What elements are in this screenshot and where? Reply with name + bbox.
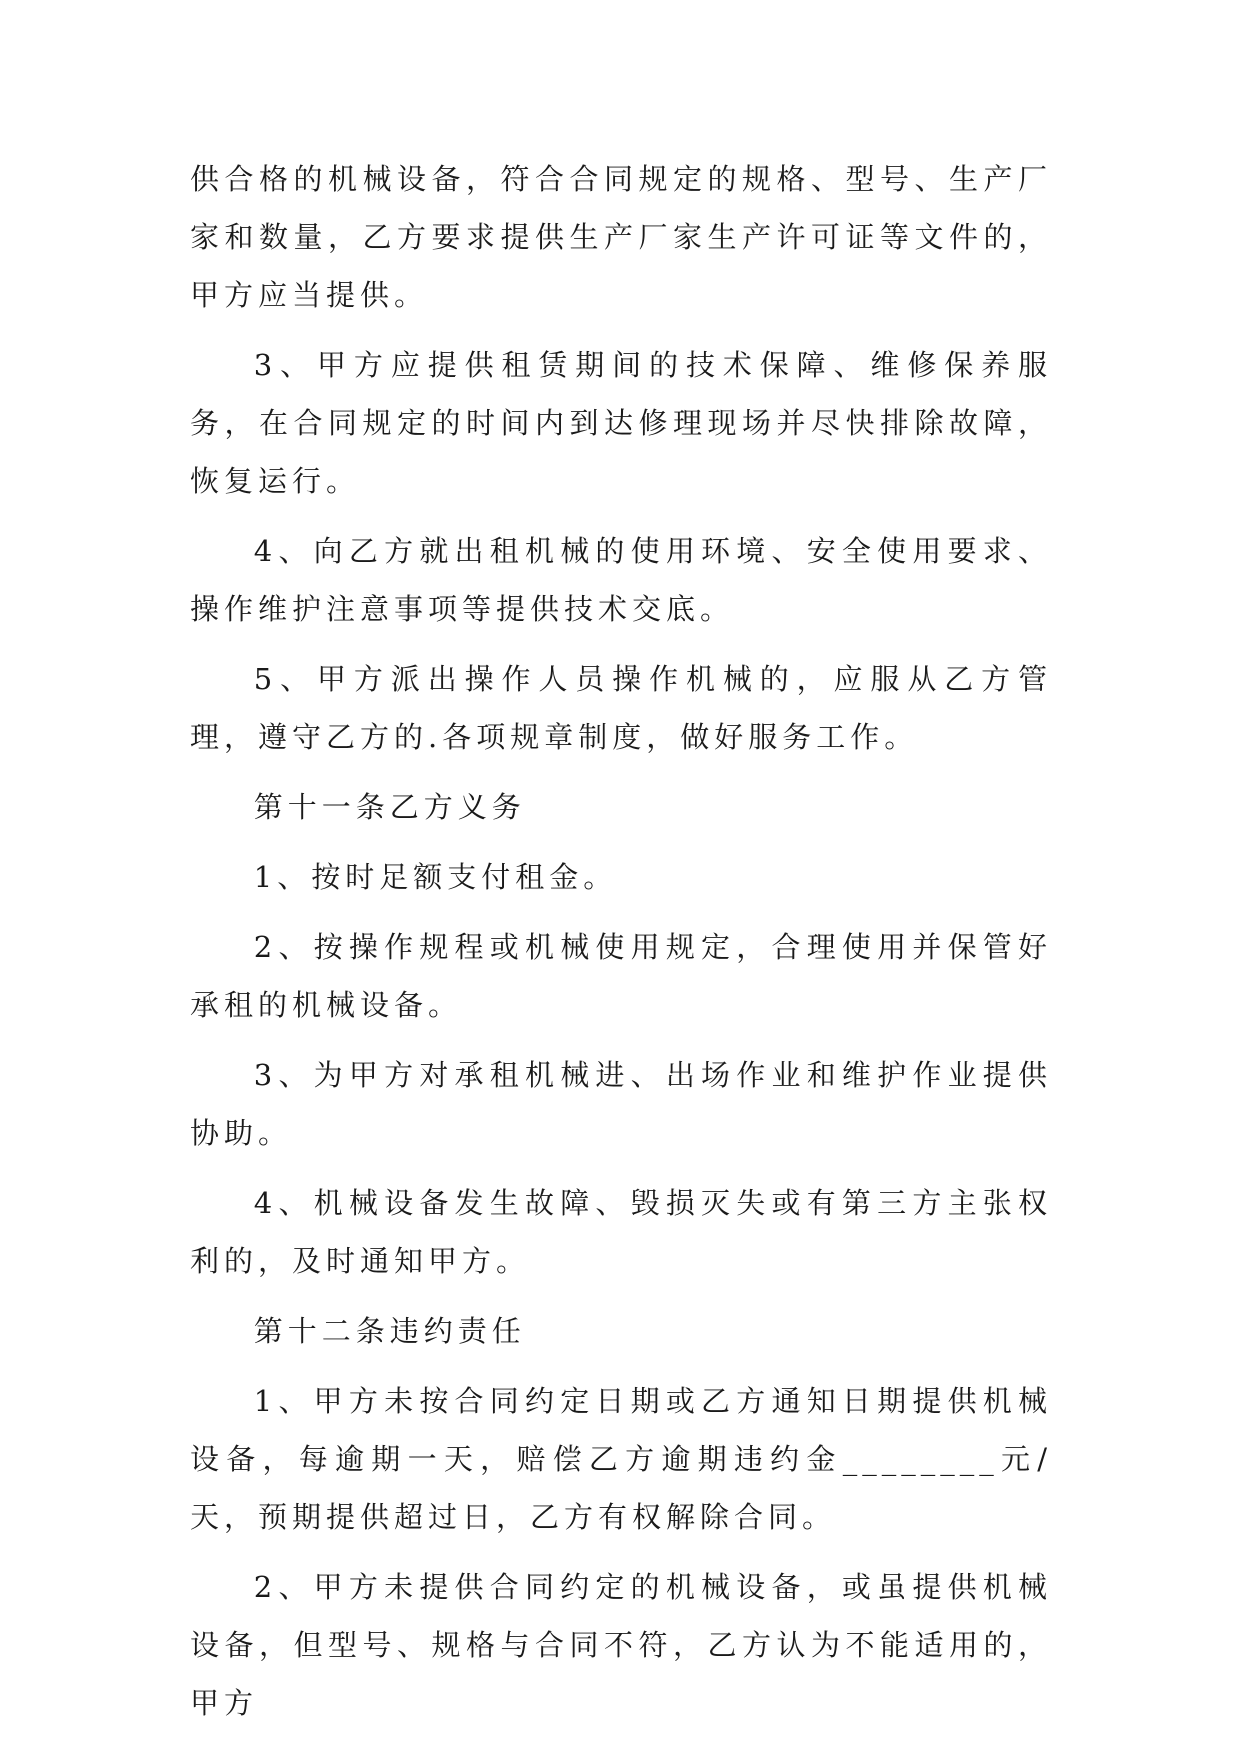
paragraph-clause-4: 4、向乙方就出租机械的使用环境、安全使用要求、操作维护注意事项等提供技术交底。 (190, 534, 1052, 626)
paragraph-article-12-item-1: 1、甲方未按合同约定日期或乙方通知日期提供机械设备，每逾期一天，赔偿乙方逾期违约金________元/天，预期提供超过日，乙方有权解除合同。 (190, 1384, 1052, 1534)
paragraph-article-11-item-3: 3、为甲方对承租机械进、出场作业和维护作业提供协助。 (190, 1058, 1052, 1150)
paragraph-continuation: 供合格的机械设备，符合合同规定的规格、型号、生产厂家和数量，乙方要求提供生产厂家生产许可证等文件的，甲方应当提供。 (190, 162, 1052, 312)
document-body (190, 150, 1052, 1732)
section-heading-article-12: 第十二条违约责任 (253, 1314, 526, 1348)
paragraph-article-12-item-2: 2、甲方未提供合同约定的机械设备，或虽提供机械设备，但型号、规格与合同不符，乙方认为不能适用的，甲方 (190, 1570, 1052, 1720)
paragraph-article-11-item-2: 2、按操作规程或机械使用规定，合理使用并保管好承租的机械设备。 (190, 930, 1052, 1022)
section-heading-article-11: 第十一条乙方义务 (253, 790, 526, 824)
paragraph-clause-3: 3、甲方应提供租赁期间的技术保障、维修保养服务，在合同规定的时间内到达修理现场并尽快排除故障，恢复运行。 (190, 348, 1052, 498)
paragraph-article-11-item-1: 1、按时足额支付租金。 (253, 860, 618, 894)
paragraph-article-11-item-4: 4、机械设备发生故障、毁损灭失或有第三方主张权利的，及时通知甲方。 (190, 1186, 1052, 1278)
paragraph-clause-5: 5、甲方派出操作人员操作机械的，应服从乙方管理，遵守乙方的.各项规章制度，做好服务工作。 (190, 662, 1052, 754)
